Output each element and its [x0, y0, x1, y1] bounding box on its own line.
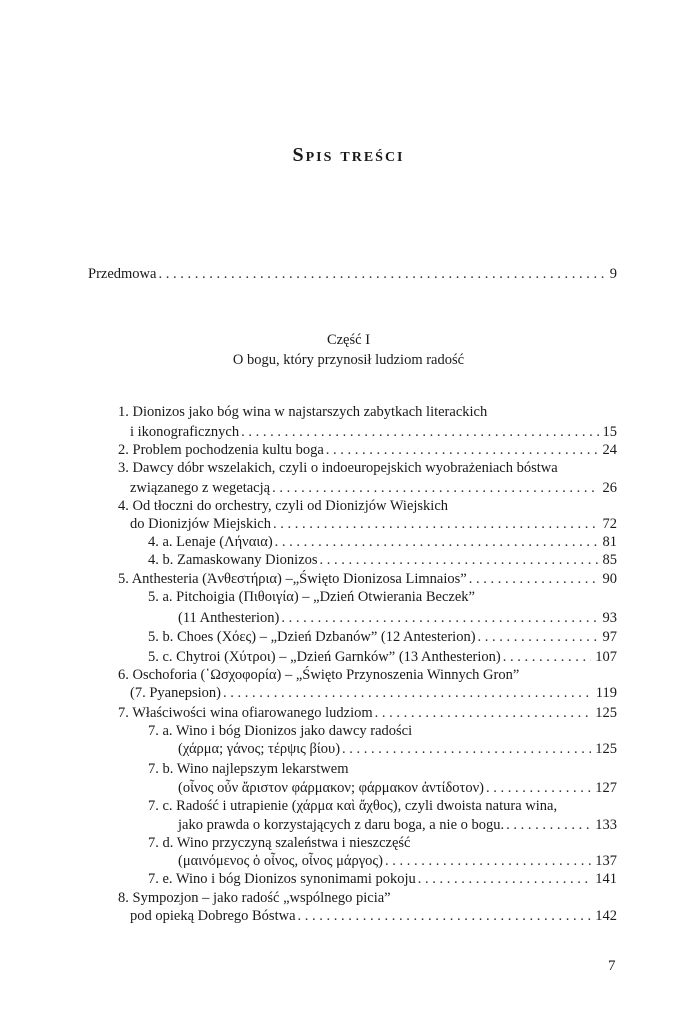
toc-entry-label: związanego z wegetacją — [130, 480, 271, 496]
toc-entry-7b[interactable] — [178, 778, 617, 798]
toc-page-number: 24 — [602, 442, 617, 458]
toc-page-number: 125 — [595, 741, 617, 757]
toc-entry-label: (χάρμα; γάνος; τέρψις βίου) — [178, 741, 341, 757]
toc-entry-label: 5. c. Chytroi (Χύτροι) – „Dzień Garnków” (13 Anthesterion) — [148, 649, 501, 665]
toc-entry-label: pod opieką Dobrego Bóstwa — [130, 908, 296, 924]
toc-page-number: 9 — [609, 266, 617, 282]
toc-entry-line: 8. Sympozjon – jako radość „wspólnego picia” — [118, 890, 391, 906]
leader-dots — [326, 440, 599, 460]
toc-entry-7e[interactable] — [148, 869, 617, 889]
toc-entry-label: Przedmowa — [88, 266, 157, 282]
toc-entry-line: 7. c. Radość i utrapienie (χάρμα καὶ ἄχθος), czyli dwoista natura wina, — [148, 798, 558, 814]
toc-entry-7c[interactable] — [178, 815, 617, 835]
toc-entry-label: do Dionizjów Miejskich — [130, 516, 271, 532]
toc-page-number: 93 — [602, 610, 617, 626]
part-subtitle: O bogu, który przynosił ludziom radość — [232, 352, 465, 368]
part-label: Część I — [326, 332, 371, 348]
toc-entry-5c[interactable] — [148, 647, 617, 667]
toc-page-number: 90 — [602, 571, 617, 587]
toc-entry-line: 6. Oschoforia (῾Ωσχοφορία) – „Święto Przynoszenia Winnych Gron” — [118, 667, 520, 683]
toc-entry-label: (11 Anthesterion) — [178, 610, 280, 626]
leader-dots — [486, 778, 591, 798]
toc-page-number: 137 — [595, 853, 617, 869]
toc-entry-line: 4. Od tłoczni do orchestry, czyli od Dionizjów Wiejskich — [118, 498, 449, 514]
toc-entry-1[interactable] — [130, 422, 617, 442]
leader-dots — [320, 550, 599, 570]
toc-entry-label: 4. b. Zamaskowany Dionizos — [148, 552, 318, 568]
toc-entry-line: 5. a. Pitchoigia (Πιθοιγία) – „Dzień Otwierania Beczek” — [148, 589, 475, 605]
toc-entry-label: 7. Właściwości wina ofiarowanego ludziom — [118, 705, 373, 721]
footer-page-number: 7 — [608, 958, 616, 974]
toc-entry-7d[interactable] — [178, 851, 617, 871]
leader-dots — [342, 739, 591, 759]
leader-dots — [418, 869, 591, 889]
toc-entry-label: 4. a. Lenaje (Λήναια) — [148, 534, 273, 550]
toc-entry-label: (μαινόμενος ὁ οἶνος, οἶνος μάργος) — [178, 853, 383, 869]
leader-dots — [478, 627, 599, 647]
toc-entry-3[interactable] — [130, 478, 617, 498]
leader-dots — [375, 703, 592, 723]
leader-dots — [241, 422, 598, 442]
leader-dots — [298, 906, 592, 926]
toc-page-number: 133 — [595, 817, 617, 833]
toc-page-number: 85 — [602, 552, 617, 568]
toc-entry-4a[interactable] — [148, 532, 617, 552]
toc-page-number: 72 — [602, 516, 617, 532]
toc-entry-line: 1. Dionizos jako bóg wina w najstarszych zabytkach literackich — [118, 404, 488, 420]
toc-page-number: 107 — [595, 649, 617, 665]
page-title: Spis treści — [292, 144, 405, 166]
toc-page-number: 127 — [595, 780, 617, 796]
leader-dots — [223, 683, 592, 703]
toc-entry-5a[interactable] — [178, 608, 617, 628]
toc-page-number: 125 — [595, 705, 617, 721]
leader-dots — [273, 514, 599, 534]
toc-page-number: 26 — [602, 480, 617, 496]
toc-entry-label: 5. b. Choes (Χόες) – „Dzień Dzbanów” (12 Antesterion) — [148, 629, 476, 645]
toc-entry-line: 7. a. Wino i bóg Dionizos jako dawcy radości — [148, 723, 413, 739]
toc-entry-label: 5. Anthesteria (Ἀνθεστήρια) –„Święto Dionizosa Limnaios” — [118, 571, 467, 587]
toc-page-number: 81 — [602, 534, 617, 550]
toc-entry-label: (οἶνος οὖν ἄριστον φάρμακον; φάρμακον ἀντίδοτον) — [178, 780, 485, 796]
leader-dots — [275, 532, 599, 552]
toc-entry-7[interactable] — [118, 703, 617, 723]
leader-dots — [506, 815, 591, 835]
leader-dots — [385, 851, 591, 871]
toc-entry-line: 7. d. Wino przyczyną szaleństwa i nieszczęść — [148, 835, 411, 851]
leader-dots — [281, 608, 598, 628]
toc-entry-label: jako prawda o korzystających z daru boga, a nie o bogu. — [178, 817, 505, 833]
toc-entry-4b[interactable] — [148, 550, 617, 570]
toc-entry-preface[interactable] — [88, 264, 617, 284]
toc-entry-5b[interactable] — [148, 627, 617, 647]
toc-entry-4[interactable] — [130, 514, 617, 534]
toc-entry-label: 2. Problem pochodzenia kultu boga — [118, 442, 324, 458]
toc-entry-line: 3. Dawcy dóbr wszelakich, czyli o indoeuropejskich wyobrażeniach bóstwa — [118, 460, 558, 476]
leader-dots — [272, 478, 598, 498]
toc-entry-label: 7. e. Wino i bóg Dionizos synonimami pokoju — [148, 871, 416, 887]
toc-page-number: 142 — [595, 908, 617, 924]
toc-entry-label: i ikonograficznych — [130, 424, 240, 440]
toc-page-number: 15 — [602, 424, 617, 440]
toc-entry-2[interactable] — [118, 440, 617, 460]
toc-entry-5[interactable] — [118, 569, 617, 589]
toc-page-number: 119 — [595, 685, 617, 701]
leader-dots — [158, 264, 605, 284]
toc-entry-8[interactable] — [130, 906, 617, 926]
toc-page-number: 97 — [602, 629, 617, 645]
toc-entry-line: 7. b. Wino najlepszym lekarstwem — [148, 761, 349, 777]
leader-dots — [469, 569, 599, 589]
toc-page-number: 141 — [595, 871, 617, 887]
leader-dots — [503, 647, 592, 667]
toc-entry-label: (7. Pyanepsion) — [130, 685, 222, 701]
toc-entry-6[interactable] — [130, 683, 617, 703]
toc-entry-7a[interactable] — [178, 739, 617, 759]
